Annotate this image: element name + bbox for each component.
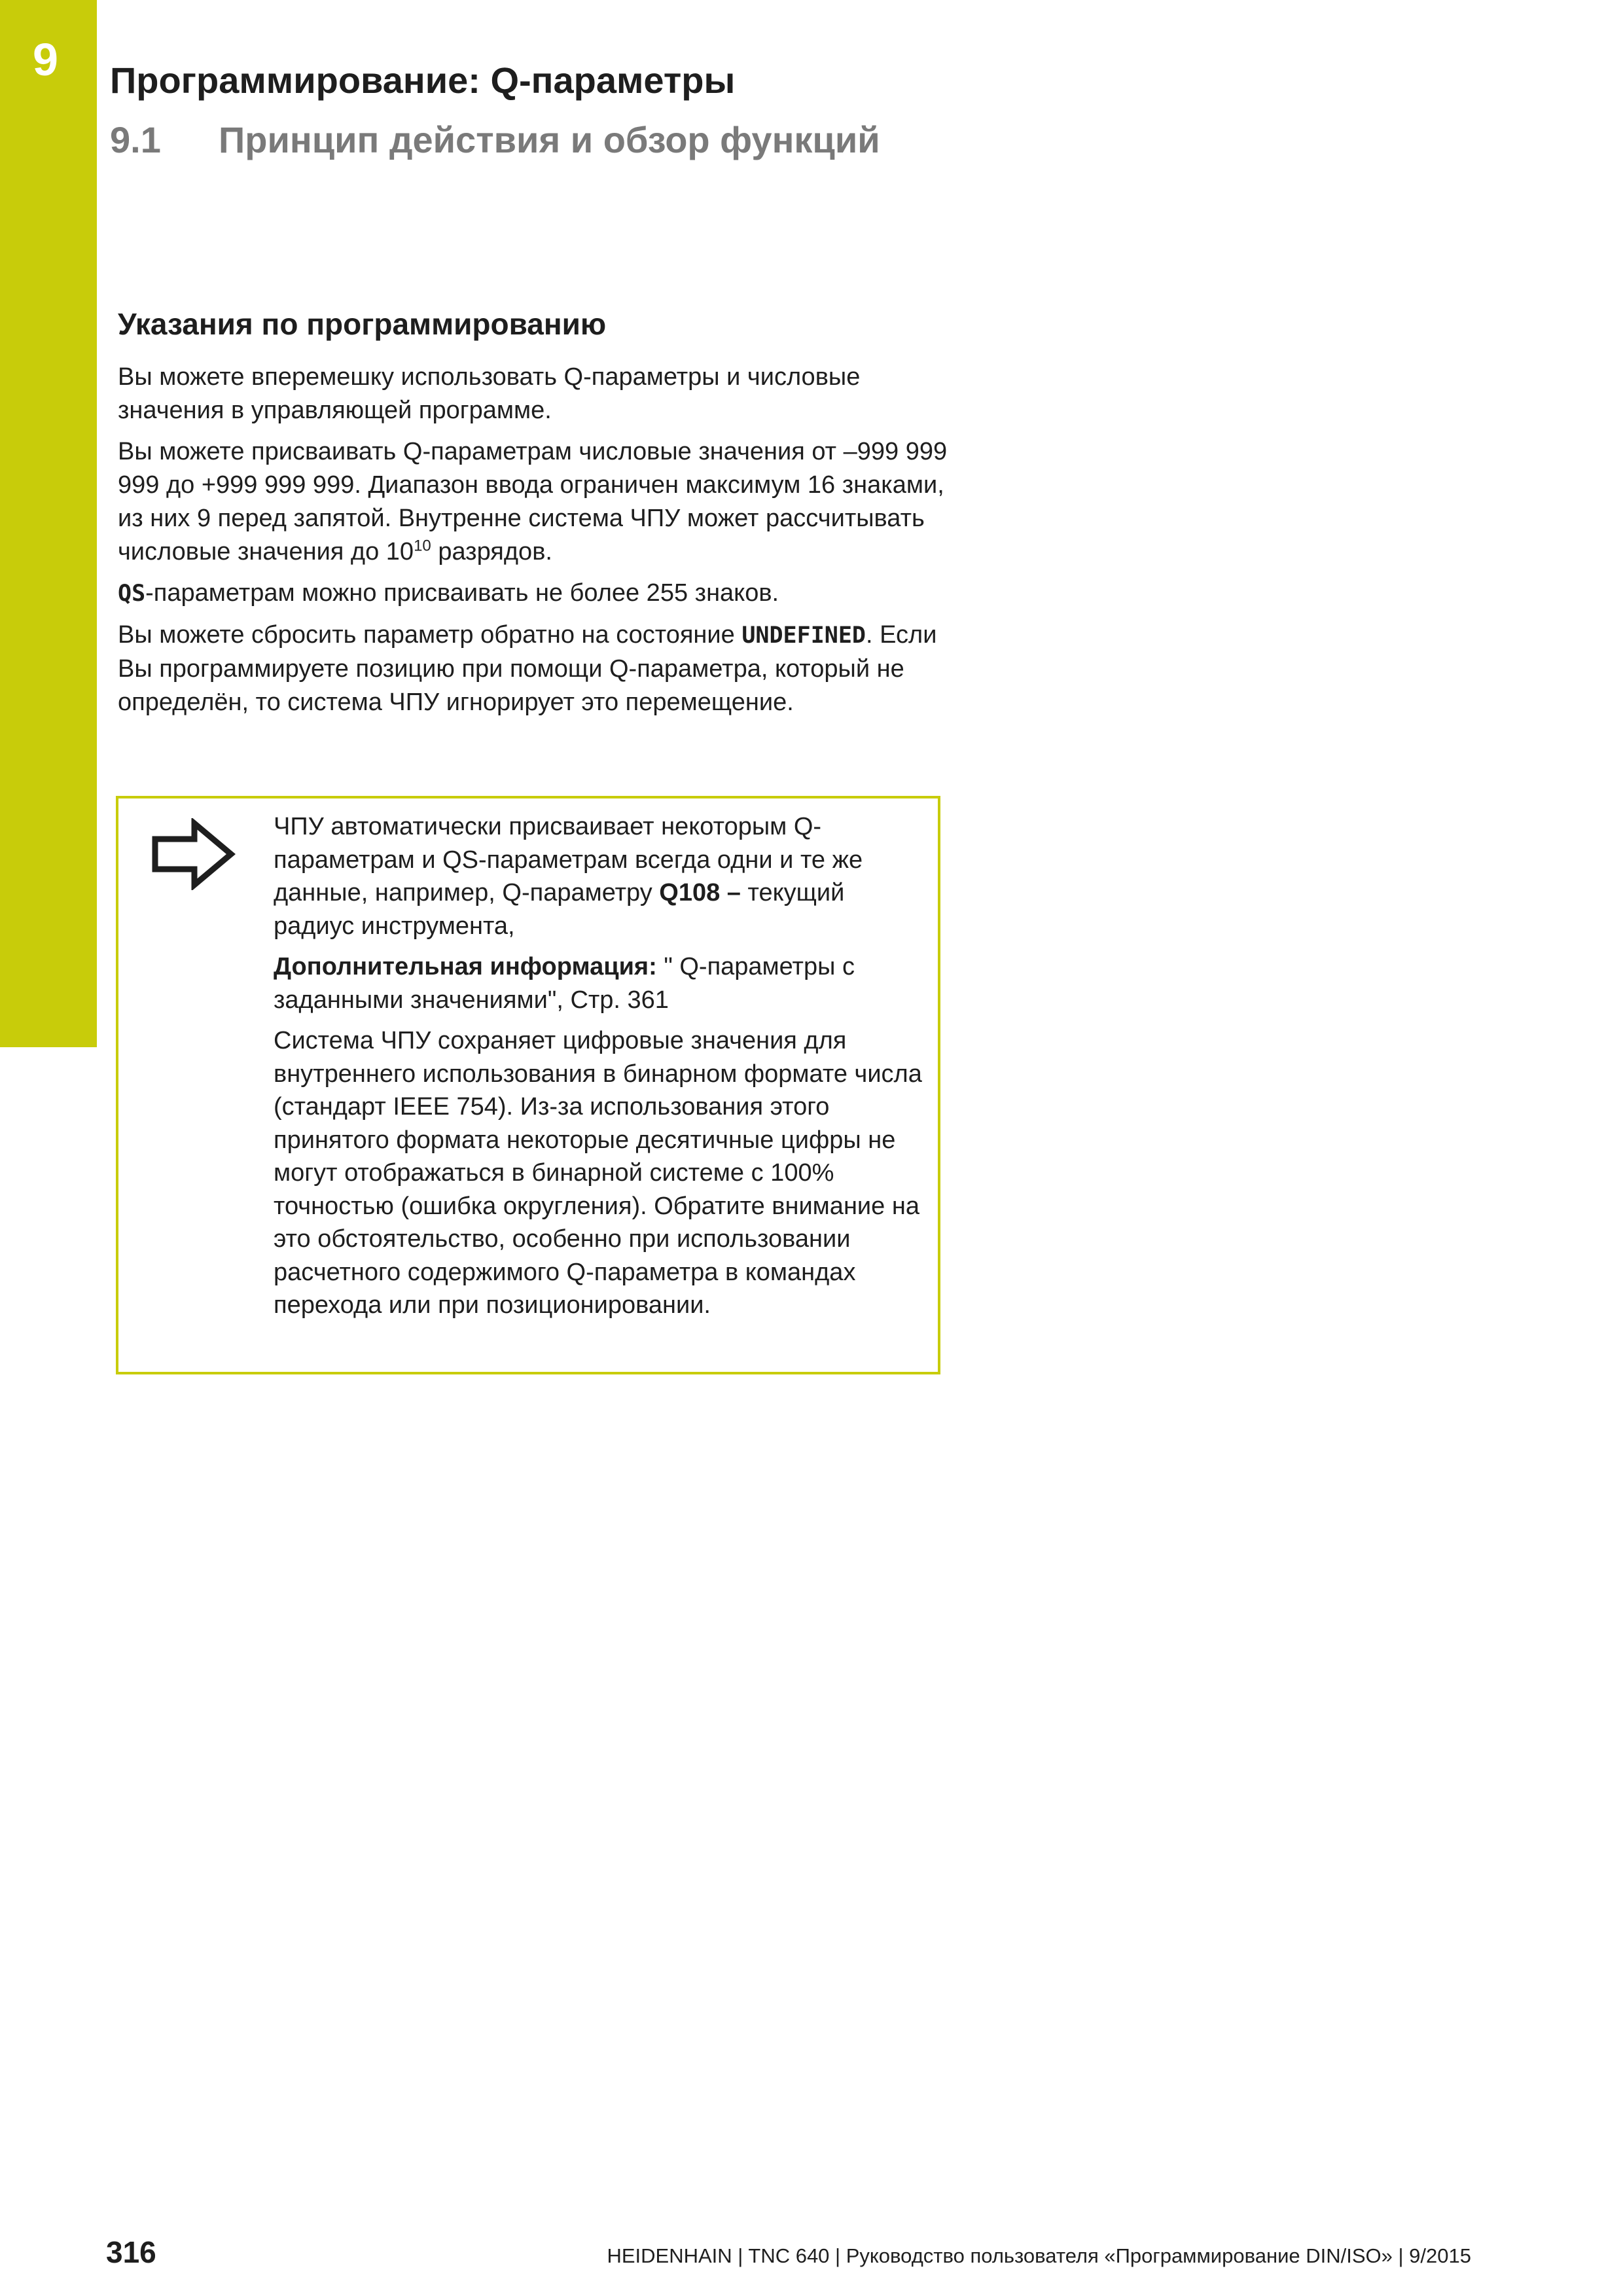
code-qs: QS <box>118 581 146 607</box>
section-number: 9.1 <box>110 119 161 160</box>
section-title: Принцип действия и обзор функций <box>219 119 880 160</box>
main-content <box>118 306 962 727</box>
paragraph-4 <box>118 619 962 719</box>
note-box <box>116 796 940 1374</box>
paragraph-2-text: Вы можете присваивать Q-параметрам числовые значения от –999 999 999 до +999 999 999. Диапазон ввода ограничен максимум 16 знаками, из них 9 перед запятой. Внутренне система ЧПУ может рассчитывать числовые значения до 10 <box>118 438 948 566</box>
note-paragraph-3: Система ЧПУ сохраняет цифровые значения для внутреннего использования в бинарном формате числа (стандарт IEEE 754). Из-за использования этого принятого формата некоторые десятичные цифры не могут отображаться в бинарной системе с 100% точностью (ошибка округления). Обратите внимание на это обстоятельство, особенно при использовании расчетного содержимого Q-параметра в командах перехода или при позиционировании. <box>274 1027 922 1319</box>
note-p1-text: ЧПУ автоматически присваивает некоторым Q-параметрам и QS-параметрам всегда одни и те же данные, например, Q-параметру <box>274 813 863 906</box>
chapter-title: Программирование: Q-параметры <box>110 60 736 101</box>
paragraph-4-start: Вы можете сбросить параметр обратно на состояние <box>118 621 742 649</box>
note-p2-bold: Дополнительная информация: <box>274 953 657 980</box>
chapter-number: 9 <box>33 34 58 85</box>
section-header <box>110 120 880 166</box>
paragraph-2-end: разрядов. <box>431 538 552 566</box>
paragraph-3 <box>118 577 962 611</box>
note-p1-bold: Q108 – <box>659 879 741 906</box>
note-p2-link[interactable]: " Q-параметры с заданными значениями", Стр. 361 <box>274 953 855 1014</box>
arrow-right-icon <box>151 818 236 890</box>
note-text <box>274 810 928 1330</box>
exponent: 10 <box>414 537 431 555</box>
paragraph-2 <box>118 435 962 569</box>
paragraph-4-text: . Если Вы программируете позицию при помощи Q-параметра, который не определён, то система ЧПУ игнорирует это перемещение. <box>118 621 937 717</box>
code-undefined: UNDEFINED <box>741 622 866 649</box>
paragraph-1: Вы можете вперемешку использовать Q-параметры и числовые значения в управляющей программе. <box>118 363 861 425</box>
note-paragraph-2 <box>274 950 928 1016</box>
note-paragraph-1 <box>274 810 928 942</box>
section-heading: Указания по программированию <box>118 307 607 341</box>
page-number: 316 <box>106 2235 156 2269</box>
note-p1-end: текущий радиус инструмента, <box>274 879 845 940</box>
paragraph-3-text: -параметрам можно присваивать не более 255 знаков. <box>145 579 779 607</box>
footer-text: HEIDENHAIN | TNC 640 | Руководство пользователя «Программирование DIN/ISO» | 9/2015 <box>607 2244 1471 2267</box>
chapter-side-bar <box>0 0 97 1047</box>
